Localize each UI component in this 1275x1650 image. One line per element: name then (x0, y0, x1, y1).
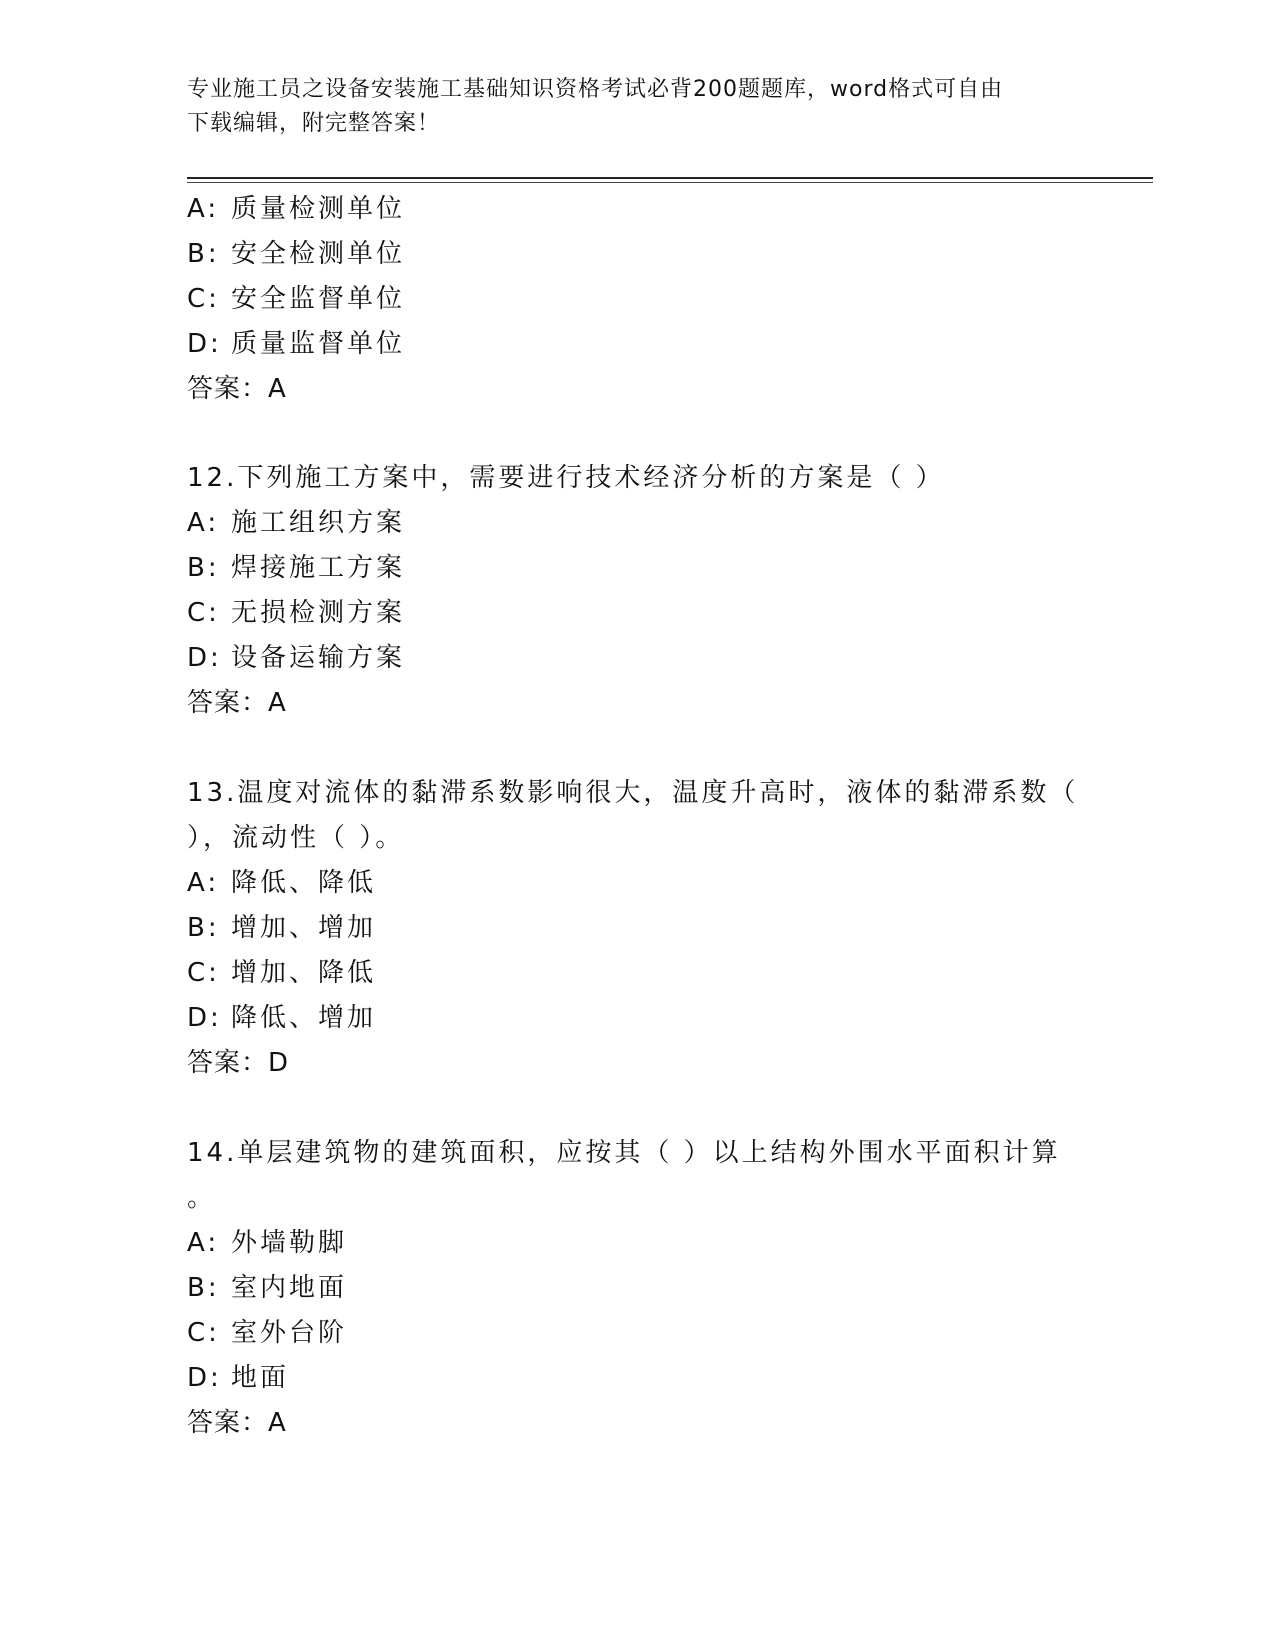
document-header (187, 73, 1067, 141)
q13-option-a (187, 866, 376, 900)
q14-option-c (187, 1316, 347, 1350)
q13-stem-line-2: ），流动性（ ）。 (187, 823, 405, 853)
q13-option-b (187, 911, 376, 945)
option-letter: C: (187, 1318, 220, 1348)
q13-option-c (187, 956, 376, 990)
option-letter: A: (187, 1228, 220, 1258)
q12-answer: 答案：A (187, 688, 287, 718)
option-text: 质量监督单位 (231, 329, 406, 359)
option-text: 增加、降低 (231, 958, 377, 988)
q14-option-b (187, 1271, 347, 1305)
option-text: 无损检测方案 (231, 598, 406, 628)
prev-option-b (187, 237, 405, 271)
q12-option-c (187, 596, 405, 630)
option-text: 焊接施工方案 (231, 553, 406, 583)
header-divider-thick (187, 177, 1153, 179)
option-text: 室内地面 (231, 1273, 348, 1303)
option-letter: B: (187, 553, 220, 583)
option-letter: A: (187, 194, 220, 224)
q12-option-b (187, 551, 405, 585)
option-letter: C: (187, 958, 220, 988)
q13-option-d (187, 1001, 376, 1035)
option-text: 降低、增加 (231, 1003, 377, 1033)
q13-answer: 答案：D (187, 1048, 290, 1078)
prev-answer: 答案：A (187, 374, 287, 404)
option-letter: A: (187, 508, 220, 538)
header-line-1: 专业施工员之设备安装施工基础知识资格考试必背200题题库，word格式可自由 (187, 77, 1004, 102)
option-text: 增加、增加 (231, 913, 377, 943)
header-divider-thin (187, 182, 1153, 183)
option-text: 安全检测单位 (231, 239, 406, 269)
option-letter: B: (187, 239, 220, 269)
q12-option-a (187, 506, 405, 540)
q14-answer: 答案：A (187, 1408, 287, 1438)
option-text: 降低、降低 (231, 868, 377, 898)
q14-option-a (187, 1226, 347, 1260)
option-text: 外墙勒脚 (231, 1228, 348, 1258)
option-letter: A: (187, 868, 220, 898)
header-line-2: 下载编辑，附完整答案！ (187, 111, 441, 136)
option-letter: C: (187, 598, 220, 628)
q13-stem-line-1: 13.温度对流体的黏滞系数影响很大，温度升高时，液体的黏滞系数（ (187, 778, 1079, 808)
q12-option-d (187, 641, 405, 675)
q14-stem-line-1: 14.单层建筑物的建筑面积，应按其（ ）以上结构外围水平面积计算 (187, 1138, 1061, 1168)
option-letter: D: (187, 1363, 222, 1393)
prev-option-c (187, 282, 405, 316)
option-text: 安全监督单位 (231, 284, 406, 314)
option-text: 质量检测单位 (231, 194, 406, 224)
option-letter: C: (187, 284, 220, 314)
option-letter: D: (187, 329, 222, 359)
option-text: 室外台阶 (231, 1318, 348, 1348)
prev-option-a (187, 192, 405, 226)
option-letter: B: (187, 1273, 220, 1303)
option-text: 设备运输方案 (231, 643, 406, 673)
option-letter: D: (187, 643, 222, 673)
option-letter: D: (187, 1003, 222, 1033)
option-text: 地面 (231, 1363, 290, 1393)
option-letter: B: (187, 913, 220, 943)
q14-option-d (187, 1361, 289, 1395)
q14-stem-line-2: 。 (187, 1183, 217, 1213)
q12-stem: 12.下列施工方案中，需要进行技术经济分析的方案是（ ） (187, 463, 945, 493)
option-text: 施工组织方案 (231, 508, 406, 538)
prev-option-d (187, 327, 405, 361)
